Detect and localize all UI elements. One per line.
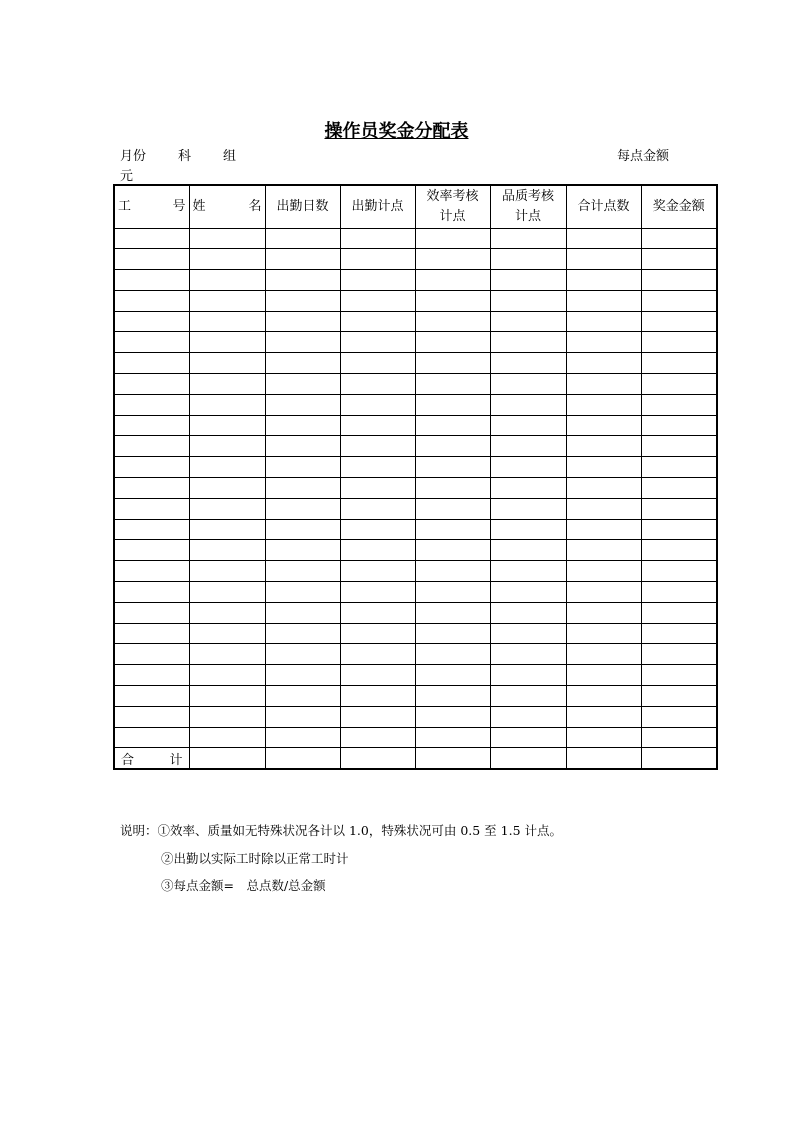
table-cell[interactable]	[265, 311, 340, 332]
table-cell[interactable]	[114, 374, 189, 395]
table-cell[interactable]	[189, 602, 265, 623]
table-cell[interactable]	[114, 332, 189, 353]
table-cell[interactable]	[340, 748, 415, 769]
table-cell[interactable]	[415, 415, 490, 436]
table-cell[interactable]	[641, 394, 717, 415]
table-cell[interactable]	[114, 540, 189, 561]
table-cell[interactable]	[490, 665, 566, 686]
table-cell[interactable]	[490, 228, 566, 249]
table-cell[interactable]	[340, 519, 415, 540]
table-cell[interactable]	[265, 644, 340, 665]
table-cell[interactable]	[566, 602, 641, 623]
table-cell[interactable]	[415, 498, 490, 519]
table-cell[interactable]	[490, 415, 566, 436]
table-cell[interactable]	[490, 602, 566, 623]
table-cell[interactable]	[415, 644, 490, 665]
header-attendance-points: 出勤计点	[340, 185, 415, 228]
table-cell[interactable]	[340, 332, 415, 353]
table-cell[interactable]	[340, 394, 415, 415]
bonus-table	[113, 184, 718, 770]
table-cell[interactable]	[641, 290, 717, 311]
table-cell[interactable]	[566, 582, 641, 603]
table-cell[interactable]	[114, 498, 189, 519]
table-cell[interactable]	[189, 311, 265, 332]
dept-label: 科	[178, 149, 192, 164]
table-cell[interactable]	[265, 270, 340, 291]
table-cell[interactable]	[490, 644, 566, 665]
table-cell[interactable]	[340, 270, 415, 291]
table-row	[114, 394, 717, 415]
table-cell[interactable]	[641, 353, 717, 374]
table-cell[interactable]	[566, 706, 641, 727]
table-cell[interactable]	[265, 519, 340, 540]
table-cell[interactable]	[566, 436, 641, 457]
table-cell[interactable]	[415, 561, 490, 582]
table-cell[interactable]	[641, 436, 717, 457]
table-cell[interactable]	[114, 228, 189, 249]
table-cell[interactable]	[566, 748, 641, 769]
table-cell[interactable]	[340, 561, 415, 582]
table-cell[interactable]	[265, 561, 340, 582]
table-cell[interactable]	[415, 436, 490, 457]
table-cell[interactable]	[340, 457, 415, 478]
table-cell[interactable]	[566, 415, 641, 436]
table-cell[interactable]	[566, 311, 641, 332]
table-cell[interactable]	[189, 415, 265, 436]
table-row	[114, 478, 717, 499]
table-cell[interactable]	[641, 706, 717, 727]
table-cell[interactable]	[114, 561, 189, 582]
header-attendance-days: 出勤日数	[265, 185, 340, 228]
table-cell[interactable]	[566, 332, 641, 353]
header-total-points: 合计点数	[566, 185, 641, 228]
month-label: 月份	[120, 149, 147, 164]
table-cell[interactable]	[189, 394, 265, 415]
table-cell[interactable]	[415, 374, 490, 395]
table-row	[114, 228, 717, 249]
table-cell[interactable]	[641, 665, 717, 686]
table-cell[interactable]	[189, 353, 265, 374]
table-row	[114, 602, 717, 623]
table-cell[interactable]	[415, 519, 490, 540]
table-cell[interactable]	[490, 249, 566, 270]
table-cell[interactable]	[265, 415, 340, 436]
table-cell[interactable]	[415, 270, 490, 291]
table-cell[interactable]	[114, 478, 189, 499]
table-cell[interactable]	[340, 644, 415, 665]
table-cell[interactable]	[265, 353, 340, 374]
table-cell[interactable]	[189, 582, 265, 603]
table-cell[interactable]	[641, 374, 717, 395]
table-cell[interactable]	[189, 436, 265, 457]
table-row	[114, 249, 717, 270]
table-cell[interactable]	[189, 686, 265, 707]
table-cell[interactable]	[114, 582, 189, 603]
unit-label: 元	[120, 169, 134, 184]
table-cell[interactable]	[490, 436, 566, 457]
table-cell[interactable]	[641, 457, 717, 478]
table-cell[interactable]	[641, 602, 717, 623]
table-cell[interactable]	[114, 644, 189, 665]
table-cell[interactable]	[189, 623, 265, 644]
table-row	[114, 270, 717, 291]
table-cell[interactable]	[415, 748, 490, 769]
table-cell[interactable]	[265, 228, 340, 249]
table-cell[interactable]	[340, 665, 415, 686]
table-cell[interactable]	[566, 519, 641, 540]
table-cell[interactable]	[340, 540, 415, 561]
table-cell[interactable]	[189, 706, 265, 727]
table-cell[interactable]	[490, 686, 566, 707]
table-cell[interactable]	[641, 561, 717, 582]
table-cell[interactable]	[566, 249, 641, 270]
table-cell[interactable]	[566, 374, 641, 395]
total-row	[114, 748, 717, 769]
table-cell[interactable]	[490, 582, 566, 603]
table-cell[interactable]	[641, 582, 717, 603]
table-cell[interactable]	[566, 727, 641, 748]
table-cell[interactable]	[189, 519, 265, 540]
table-row	[114, 498, 717, 519]
table-cell[interactable]	[265, 623, 340, 644]
table-cell[interactable]	[265, 249, 340, 270]
table-cell[interactable]	[265, 332, 340, 353]
table-cell[interactable]	[641, 623, 717, 644]
table-cell[interactable]	[415, 311, 490, 332]
table-cell[interactable]	[265, 686, 340, 707]
table-cell[interactable]	[415, 727, 490, 748]
table-row	[114, 519, 717, 540]
table-cell[interactable]	[490, 290, 566, 311]
table-cell[interactable]	[114, 415, 189, 436]
table-cell[interactable]	[641, 332, 717, 353]
table-cell[interactable]	[566, 540, 641, 561]
table-cell[interactable]	[415, 249, 490, 270]
table-cell[interactable]	[114, 727, 189, 748]
table-cell[interactable]	[415, 478, 490, 499]
table-cell[interactable]	[114, 353, 189, 374]
table-cell[interactable]	[490, 374, 566, 395]
table-row	[114, 686, 717, 707]
table-cell[interactable]	[566, 623, 641, 644]
table-cell[interactable]	[641, 311, 717, 332]
table-cell[interactable]	[265, 602, 340, 623]
table-cell[interactable]	[189, 748, 265, 769]
header-employee-id: 工 号	[114, 185, 189, 228]
table-cell[interactable]	[566, 270, 641, 291]
table-cell[interactable]	[641, 249, 717, 270]
table-cell[interactable]	[641, 540, 717, 561]
table-cell[interactable]	[189, 644, 265, 665]
table-cell[interactable]	[189, 727, 265, 748]
table-cell[interactable]	[265, 290, 340, 311]
table-cell[interactable]	[490, 727, 566, 748]
table-cell[interactable]	[340, 311, 415, 332]
table-cell[interactable]	[415, 602, 490, 623]
table-cell[interactable]	[265, 498, 340, 519]
table-cell[interactable]	[340, 353, 415, 374]
table-cell[interactable]	[189, 270, 265, 291]
table-cell[interactable]	[641, 644, 717, 665]
table-cell[interactable]	[340, 290, 415, 311]
table-cell[interactable]	[340, 228, 415, 249]
table-row	[114, 623, 717, 644]
table-row	[114, 290, 717, 311]
table-cell[interactable]	[490, 457, 566, 478]
table-cell[interactable]	[340, 727, 415, 748]
table-cell[interactable]	[265, 457, 340, 478]
table-cell[interactable]	[189, 540, 265, 561]
header-row	[114, 185, 717, 228]
table-cell[interactable]	[114, 706, 189, 727]
table-row	[114, 332, 717, 353]
table-cell[interactable]	[340, 498, 415, 519]
table-cell[interactable]	[340, 478, 415, 499]
table-cell[interactable]	[114, 290, 189, 311]
table-cell[interactable]	[340, 623, 415, 644]
table-cell[interactable]	[566, 686, 641, 707]
table-cell[interactable]	[114, 602, 189, 623]
table-row	[114, 665, 717, 686]
table-cell[interactable]	[490, 748, 566, 769]
table-cell[interactable]	[340, 415, 415, 436]
table-row	[114, 457, 717, 478]
table-cell[interactable]	[566, 498, 641, 519]
table-cell[interactable]	[114, 394, 189, 415]
table-cell[interactable]	[114, 457, 189, 478]
table-cell[interactable]	[566, 665, 641, 686]
table-cell[interactable]	[114, 686, 189, 707]
table-cell[interactable]	[490, 561, 566, 582]
table-cell[interactable]	[490, 706, 566, 727]
table-cell[interactable]	[490, 332, 566, 353]
table-cell[interactable]	[114, 311, 189, 332]
table-cell[interactable]	[566, 478, 641, 499]
table-cell[interactable]	[265, 748, 340, 769]
table-cell[interactable]	[490, 540, 566, 561]
table-cell[interactable]	[566, 457, 641, 478]
table-row	[114, 727, 717, 748]
table-row	[114, 582, 717, 603]
table-cell[interactable]	[566, 561, 641, 582]
table-cell[interactable]	[490, 394, 566, 415]
table-cell[interactable]	[189, 374, 265, 395]
table-cell[interactable]	[189, 228, 265, 249]
table-cell[interactable]	[189, 498, 265, 519]
table-row	[114, 415, 717, 436]
table-cell[interactable]	[415, 582, 490, 603]
table-cell[interactable]	[189, 457, 265, 478]
table-cell[interactable]	[641, 519, 717, 540]
table-cell[interactable]	[415, 290, 490, 311]
table-cell[interactable]	[265, 582, 340, 603]
table-cell[interactable]	[114, 623, 189, 644]
table-cell[interactable]	[415, 332, 490, 353]
table-cell[interactable]	[641, 478, 717, 499]
table-row	[114, 436, 717, 457]
table-cell[interactable]	[566, 394, 641, 415]
total-label: 合 计	[114, 748, 189, 769]
table-cell[interactable]	[490, 270, 566, 291]
table-cell[interactable]	[490, 311, 566, 332]
table-cell[interactable]	[189, 478, 265, 499]
page-title: 操作员奖金分配表	[324, 121, 469, 142]
table-cell[interactable]	[114, 519, 189, 540]
table-row	[114, 374, 717, 395]
table-cell[interactable]	[641, 415, 717, 436]
table-cell[interactable]	[340, 706, 415, 727]
table-cell[interactable]	[265, 665, 340, 686]
table-cell[interactable]	[490, 623, 566, 644]
header-efficiency-points: 效率考核 计点	[415, 185, 490, 228]
note-3: ③每点金额= 总点数/总金额	[161, 878, 326, 893]
table-cell[interactable]	[490, 478, 566, 499]
table-cell[interactable]	[415, 706, 490, 727]
table-cell[interactable]	[415, 623, 490, 644]
table-cell[interactable]	[490, 519, 566, 540]
table-cell[interactable]	[189, 561, 265, 582]
table-cell[interactable]	[340, 374, 415, 395]
table-cell[interactable]	[415, 540, 490, 561]
per-point-amount-label: 每点金额	[617, 149, 670, 164]
table-cell[interactable]	[490, 353, 566, 374]
note-2: ②出勤以实际工时除以正常工时计	[161, 851, 349, 866]
table-cell[interactable]	[340, 436, 415, 457]
table-cell[interactable]	[265, 706, 340, 727]
table-cell[interactable]	[265, 727, 340, 748]
table-cell[interactable]	[340, 582, 415, 603]
table-cell[interactable]	[641, 270, 717, 291]
table-cell[interactable]	[114, 249, 189, 270]
table-row	[114, 706, 717, 727]
table-cell[interactable]	[340, 249, 415, 270]
table-cell[interactable]	[114, 665, 189, 686]
table-cell[interactable]	[189, 249, 265, 270]
table-cell[interactable]	[265, 478, 340, 499]
table-cell[interactable]	[415, 457, 490, 478]
table-cell[interactable]	[566, 290, 641, 311]
table-cell[interactable]	[114, 270, 189, 291]
table-cell[interactable]	[340, 686, 415, 707]
table-cell[interactable]	[490, 498, 566, 519]
table-row	[114, 353, 717, 374]
table-cell[interactable]	[265, 436, 340, 457]
table-row	[114, 644, 717, 665]
table-cell[interactable]	[415, 665, 490, 686]
table-cell[interactable]	[265, 540, 340, 561]
table-cell[interactable]	[566, 228, 641, 249]
table-cell[interactable]	[566, 644, 641, 665]
table-cell[interactable]	[566, 353, 641, 374]
table-cell[interactable]	[415, 353, 490, 374]
table-cell[interactable]	[265, 394, 340, 415]
table-cell[interactable]	[189, 290, 265, 311]
note-1: 说明：①效率、质量如无特殊状况各计以 1.0，特殊状况可由 0.5 至 1.5 计点。	[120, 823, 563, 838]
table-cell[interactable]	[641, 727, 717, 748]
table-cell[interactable]	[265, 374, 340, 395]
table-row	[114, 311, 717, 332]
group-label: 组	[223, 149, 237, 164]
table-cell[interactable]	[415, 686, 490, 707]
table-row	[114, 540, 717, 561]
table-cell[interactable]	[415, 394, 490, 415]
table-cell[interactable]	[641, 498, 717, 519]
table-cell[interactable]	[415, 228, 490, 249]
header-name: 姓 名	[189, 185, 265, 228]
table-cell[interactable]	[641, 686, 717, 707]
table-row	[114, 561, 717, 582]
header-bonus-amount: 奖金金额	[641, 185, 717, 228]
table-cell[interactable]	[641, 748, 717, 769]
table-cell[interactable]	[340, 602, 415, 623]
table-cell[interactable]	[114, 436, 189, 457]
table-cell[interactable]	[189, 665, 265, 686]
table-cell[interactable]	[641, 228, 717, 249]
table-cell[interactable]	[189, 332, 265, 353]
header-quality-points: 品质考核 计点	[490, 185, 566, 228]
